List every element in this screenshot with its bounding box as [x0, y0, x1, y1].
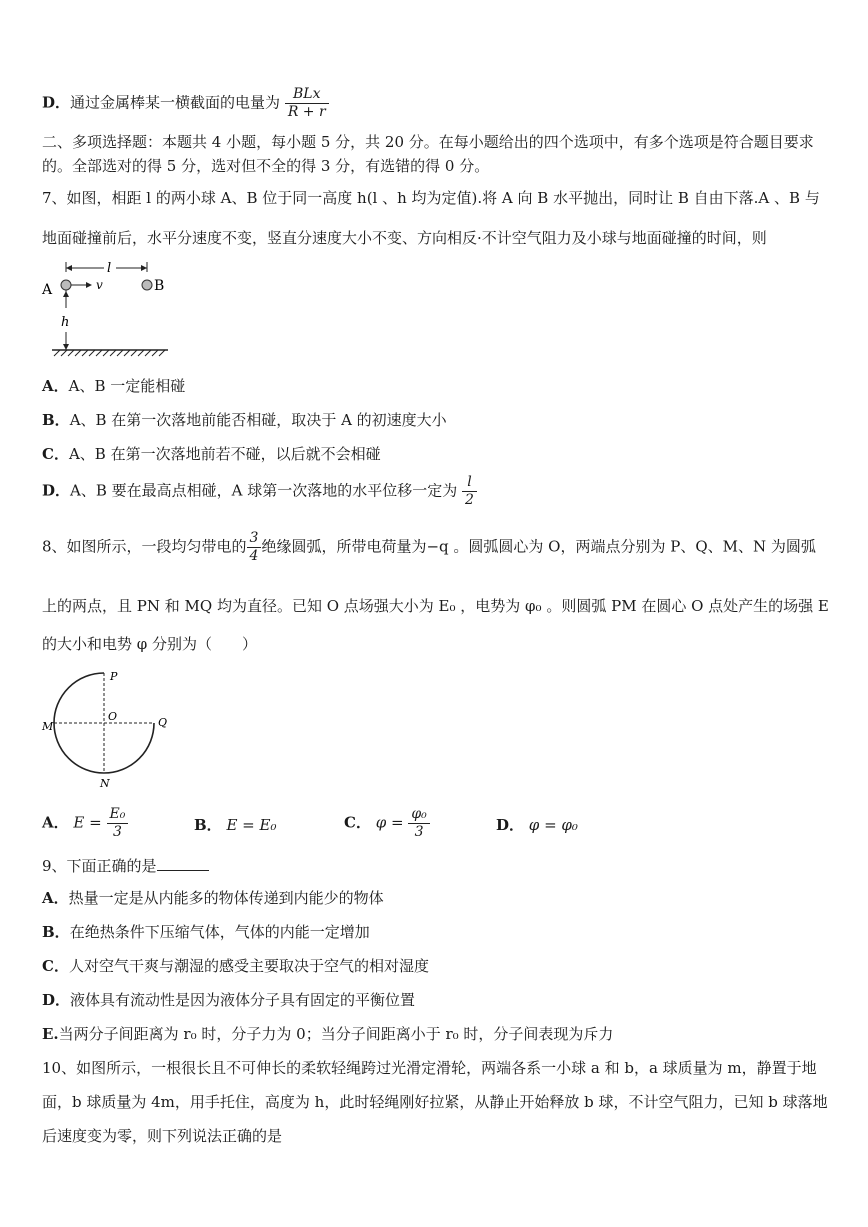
- label-l: l: [107, 261, 112, 276]
- q7-stem-line-1: 7、如图，相距 l 的两小球 A、B 位于同一高度 h(l 、h 均为定值).将 A 向 B 水平抛出，同时让 B 自由下落.A 、B 与: [42, 189, 820, 207]
- fraction: [107, 806, 129, 841]
- fraction-numerator: E₀: [107, 806, 129, 824]
- q7-option-a: [42, 376, 185, 396]
- label-v: v: [96, 278, 103, 292]
- option-text: A、B 在第一次落地前若不碰，以后就不会相碰: [68, 445, 381, 463]
- fraction-numerator: 3: [247, 530, 262, 548]
- section-2-line-1: 二、多项选择题：本题共 4 小题，每小题 5 分，共 20 分。在每小题给出的四个选项中，有多个选项是符合题目要求: [42, 133, 814, 151]
- q9-option-c: [42, 956, 429, 976]
- option-expr: E = E₀: [226, 816, 277, 834]
- fraction-denominator: 4: [249, 548, 259, 564]
- fraction-denominator: 3: [414, 824, 424, 840]
- option-label: C．: [42, 445, 69, 463]
- option-text: A、B 要在最高点相碰，A 球第一次落地的水平位移一定为: [70, 481, 458, 500]
- q8-option-d: [496, 814, 578, 835]
- option-label: D．: [42, 991, 71, 1009]
- q8-stem-prefix: 8、如图所示，一段均匀带电的: [42, 537, 247, 556]
- option-label: D．: [496, 816, 525, 834]
- label-q: Q: [158, 716, 168, 729]
- q7-figure: [40, 258, 175, 358]
- option-expr-lhs: E =: [73, 813, 102, 832]
- label-n: N: [100, 777, 110, 790]
- fraction-denominator: 3: [112, 824, 122, 840]
- q7-option-d: [42, 474, 477, 509]
- label-h: h: [61, 315, 70, 330]
- q9-option-b: [42, 922, 370, 942]
- label-p: P: [110, 670, 118, 683]
- option-label: A．: [42, 813, 69, 832]
- option-expr: φ = φ₀: [528, 816, 578, 834]
- section-2-line-2: 的。全部选对的得 5 分，选对但不全的得 3 分，有选错的得 0 分。: [42, 157, 490, 175]
- q10-stem-line-3: 后速度变为零，则下列说法正确的是: [42, 1127, 283, 1145]
- q10-stem-line-1: 10、如图所示，一根很长且不可伸长的柔软轻绳跨过光滑定滑轮，两端各系一小球 a 和 b，a 球质量为 m，静置于地: [42, 1059, 817, 1077]
- label-b: B: [154, 278, 165, 294]
- option-label: B．: [42, 411, 70, 429]
- option-label: B．: [194, 816, 222, 834]
- q9-option-e: [42, 1024, 613, 1044]
- option-text: 人对空气干爽与潮湿的感受主要取决于空气的相对湿度: [68, 957, 429, 975]
- answer-blank: [157, 856, 209, 871]
- q8-figure: [40, 668, 175, 790]
- option-text: 通过金属棒某一横截面的电量为: [70, 93, 281, 112]
- fraction-numerator: φ₀: [408, 806, 429, 824]
- option-label: B．: [42, 923, 70, 941]
- q9-stem: [42, 856, 209, 876]
- option-text: 当两分子间距离为 r₀ 时，分子力为 0；当分子间距离小于 r₀ 时，分子间表现为斥力: [58, 1025, 614, 1043]
- q8-option-b: [194, 814, 277, 835]
- q8-stem-line-1: [42, 530, 816, 565]
- option-label: A．: [42, 377, 69, 395]
- option-label: A．: [42, 889, 69, 907]
- option-text: 在绝热条件下压缩气体，气体的内能一定增加: [69, 923, 370, 941]
- fraction-denominator: 2: [465, 492, 474, 508]
- option-text: A、B 一定能相碰: [68, 377, 186, 395]
- q8-stem-line-3: 的大小和电势 φ 分别为（ ）: [42, 635, 258, 653]
- q9-option-d: [42, 990, 415, 1010]
- label-o: O: [108, 710, 118, 723]
- q8-option-c: [344, 806, 430, 841]
- fraction: [408, 806, 429, 841]
- option-text: 液体具有流动性是因为液体分子具有固定的平衡位置: [70, 991, 416, 1009]
- option-text: 热量一定是从内能多的物体传递到内能少的物体: [68, 889, 384, 907]
- fraction-denominator: R + r: [287, 104, 326, 120]
- fraction-numerator: l: [462, 474, 477, 492]
- q8-stem-rest: 绝缘圆弧，所带电荷量为−q 。圆弧圆心为 O，两端点分别为 P、Q、M、N 为圆弧: [261, 537, 816, 556]
- q7-option-c: [42, 444, 381, 464]
- option-text: A、B 在第一次落地前能否相碰，取决于 A 的初速度大小: [69, 411, 447, 429]
- label-m: M: [42, 720, 54, 733]
- q8-option-a: [42, 806, 128, 841]
- option-label: C．: [42, 957, 69, 975]
- fraction-numerator: BLx: [285, 86, 329, 104]
- option-label: C．: [344, 813, 371, 832]
- option-label: E.: [42, 1025, 59, 1043]
- q9-stem-text: 9、下面正确的是: [42, 857, 157, 875]
- q10-stem-line-2: 面，b 球质量为 4m，用手托住，高度为 h，此时轻绳刚好拉紧，从静止开始释放 b 球，不计空气阻力，已知 b 球落地: [42, 1093, 828, 1111]
- q8-stem-line-2: 上的两点，且 PN 和 MQ 均为直径。已知 O 点场强大小为 E₀ ，电势为 φ₀ 。则圆弧 PM 在圆心 O 点处产生的场强 E: [42, 597, 829, 615]
- option-expr-lhs: φ =: [375, 813, 404, 832]
- option-label: D．: [42, 481, 71, 500]
- option-label: D．: [42, 93, 71, 112]
- q9-option-a: [42, 888, 384, 908]
- label-a: A: [42, 282, 53, 298]
- fraction: [462, 474, 477, 509]
- fraction: [247, 530, 262, 565]
- q6-option-d: [42, 86, 329, 121]
- q7-stem-line-2: 地面碰撞前后，水平分速度不变，竖直分速度大小不变、方向相反·不计空气阻力及小球与地面碰撞的时间，则: [42, 229, 767, 247]
- fraction: [285, 86, 329, 121]
- q7-option-b: [42, 410, 447, 430]
